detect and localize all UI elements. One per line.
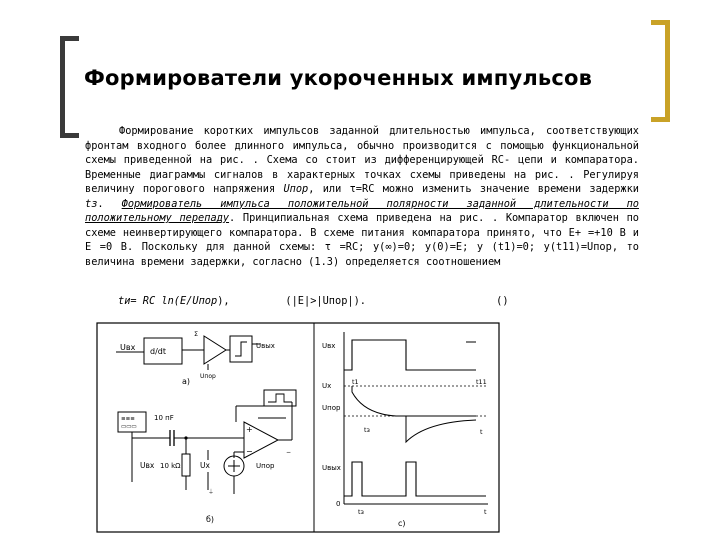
para-post: . Принципиальная схема приведена на рис. . Компаратор включен по схеме неинвертирующего компаратора. В схеме питания компаратора принято, что E+ =+10 В и E =0 В. Поскольку для данной схемы: τ =RC; у(∞)=0; у(0)=E; у (t1)=0; у(t11)=Uпор, то величина времени задержки, согласно (1.3) определяется соотношением: [85, 212, 639, 268]
formula-line: [118, 295, 638, 307]
circuit-schematic: [118, 390, 296, 524]
timing-tz-bottom: tз: [358, 508, 365, 516]
resistor: [182, 454, 190, 476]
timing-tz: tз: [364, 426, 371, 434]
input-waveform: [344, 340, 476, 370]
svg-text:≡≡≡: ≡≡≡: [121, 416, 135, 422]
diff-label: d/dt: [150, 347, 166, 356]
timing-u3: Uпор: [322, 404, 341, 412]
svg-text:Σ: Σ: [194, 330, 199, 338]
cap-label: 10 пF: [154, 414, 174, 422]
timing-u4: Uвых: [322, 464, 341, 472]
ux-label: Uх: [200, 461, 210, 470]
timing-t1: t1: [352, 378, 359, 386]
comparator-block: [204, 336, 226, 364]
timing-t11: t11: [476, 378, 487, 386]
timing-diagram: [322, 332, 488, 528]
left-bracket-decoration: [60, 36, 79, 138]
svg-text:−: −: [286, 449, 292, 456]
timing-u2: Uх: [322, 382, 332, 390]
circuit-tag: б): [206, 515, 215, 524]
block-in-label: Uвх: [120, 343, 136, 352]
timing-u1: Uвх: [322, 342, 336, 350]
timing-tag: с): [398, 519, 406, 528]
para-pre: Формирование коротких импульсов заданной длительностью импульса, соответствующих фронтам входного более длинного импульса, обычно производится с помощью функциональной схемы приведенной на рис. . Схема со стоит из дифференцирующей RC- цепи и компаратора. Временные диаграммы сигналов в характерных точках схемы приведены на рис. . Регулируя величину порогового напряжения: [85, 125, 639, 195]
slide-title: Формирователи укороченных импульсов: [84, 66, 593, 90]
t-z-term: tз: [85, 197, 98, 210]
gen-label: Uвх: [140, 461, 155, 470]
svg-text:⏚: ⏚: [208, 489, 215, 496]
block-thr-label: Uпор: [200, 373, 216, 380]
output-meter: [264, 390, 296, 406]
svg-text:▭▭▭: ▭▭▭: [121, 424, 137, 430]
body-paragraph: [85, 124, 639, 269]
para-italic-heading: Формирователь импульса положительной полярности заданной длительности по положительному перепаду: [85, 197, 639, 224]
res-label: 10 kΩ: [160, 462, 181, 470]
timing-zero: 0: [336, 500, 341, 508]
upor-label: Uпор: [256, 462, 275, 470]
svg-text:+: +: [246, 425, 253, 434]
formula-c: ), (|E|>|Uпор|). (): [217, 295, 509, 307]
u-por-term: Uпор: [283, 183, 309, 195]
circuit-figure-svg: [96, 322, 500, 534]
block-diagram: [116, 330, 275, 386]
block-out-label: Uвых: [256, 342, 275, 350]
svg-text:−: −: [246, 447, 253, 456]
block-tag: а): [182, 377, 191, 386]
circuit-figure: [96, 322, 500, 534]
para-mid: , или τ=RC можно изменить значение времени задержки: [308, 183, 639, 195]
para-mid2: .: [97, 197, 122, 210]
output-waveform: [344, 462, 486, 496]
formula-b: E/Uпор: [180, 295, 218, 307]
formula-a: tи= RC ln(: [118, 295, 180, 307]
differentiated-waveform: [406, 416, 476, 442]
right-bracket-decoration: [651, 20, 670, 122]
timing-t: t: [480, 428, 483, 436]
timing-t-bottom: t: [484, 508, 487, 516]
